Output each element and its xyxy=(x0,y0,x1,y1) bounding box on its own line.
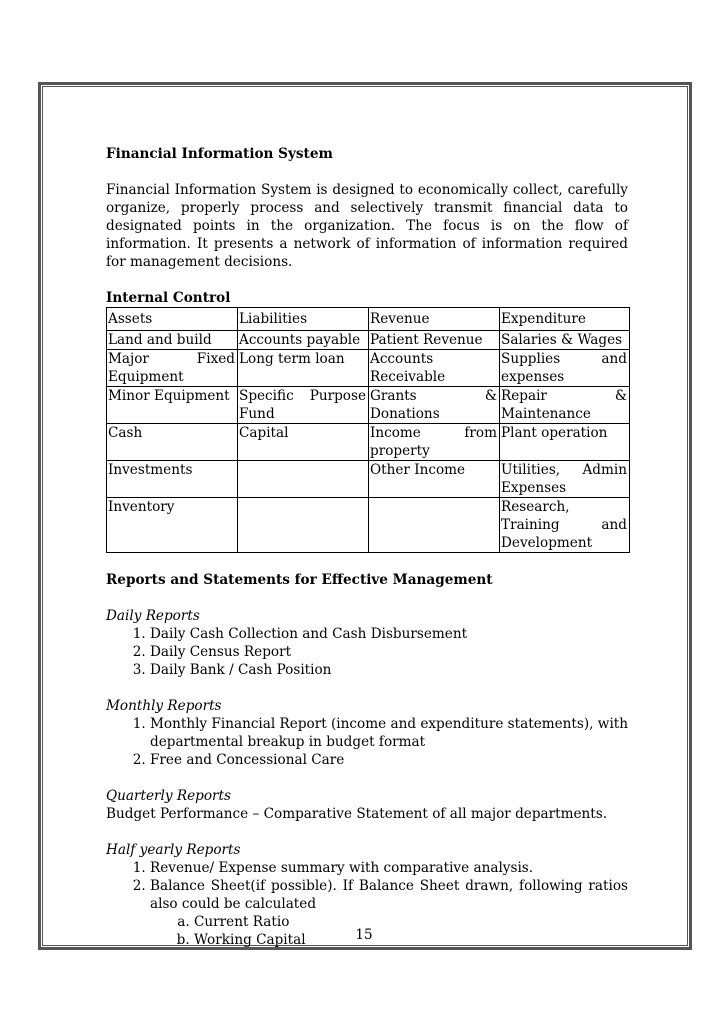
table-row xyxy=(107,424,630,461)
monthly-reports-list xyxy=(106,715,628,769)
table-cell: Capital xyxy=(238,424,369,461)
list-item: 2. Free and Concessional Care xyxy=(150,751,628,769)
table-cell xyxy=(238,461,369,498)
list-item-text: Balance Sheet(if possible). If Balance Sheet drawn, following ratios also could be calculated xyxy=(150,878,628,912)
table-cell: Repair & Maintenance xyxy=(500,387,630,424)
table-row xyxy=(107,498,630,553)
table-cell: Supplies and expenses xyxy=(500,350,630,387)
daily-reports-title: Daily Reports xyxy=(106,608,200,624)
list-item: 3. Daily Bank / Cash Position xyxy=(150,661,628,679)
table-cell: Grants & Donations xyxy=(369,387,500,424)
table-cell: Patient Revenue xyxy=(369,331,500,350)
table-header-cell: Expenditure xyxy=(500,308,630,331)
page-content xyxy=(106,145,628,949)
list-item: 1. Daily Cash Collection and Cash Disbursement xyxy=(150,625,628,643)
table-cell: Income from property xyxy=(369,424,500,461)
table-cell: Minor Equipment xyxy=(107,387,238,424)
table-row xyxy=(107,387,630,424)
daily-reports-list xyxy=(106,625,628,679)
table-cell: Long term loan xyxy=(238,350,369,387)
table-cell: Accounts payable xyxy=(238,331,369,350)
table-row xyxy=(107,331,630,350)
table-cell: Accounts Receivable xyxy=(369,350,500,387)
table-cell: Plant operation xyxy=(500,424,630,461)
table-cell xyxy=(238,498,369,553)
list-item: a. Current Ratio xyxy=(194,913,628,931)
table-cell xyxy=(369,498,500,553)
quarterly-reports-text: Budget Performance – Comparative Statement of all major departments. xyxy=(106,806,608,822)
table-cell: Inventory xyxy=(107,498,238,553)
internal-control-title: Internal Control xyxy=(106,290,231,306)
table-cell: Salaries & Wages xyxy=(500,331,630,350)
monthly-reports-title: Monthly Reports xyxy=(106,698,222,714)
table-header-cell: Revenue xyxy=(369,308,500,331)
table-cell: Investments xyxy=(107,461,238,498)
table-row xyxy=(107,350,630,387)
table-cell: Cash xyxy=(107,424,238,461)
table-cell: Major Fixed Equipment xyxy=(107,350,238,387)
list-item: b. Working Capital xyxy=(194,931,628,949)
monthly-reports xyxy=(106,697,628,769)
half-yearly-reports-title: Half yearly Reports xyxy=(106,842,241,858)
quarterly-reports xyxy=(106,787,628,823)
section-heading: Financial Information System xyxy=(106,146,333,162)
daily-reports xyxy=(106,607,628,679)
table-cell: Other Income xyxy=(369,461,500,498)
internal-control-table xyxy=(106,307,630,553)
list-item: 2. Daily Census Report xyxy=(150,643,628,661)
table-cell: Utilities, Admin Expenses xyxy=(500,461,630,498)
table-header-row xyxy=(107,308,630,331)
table-header-cell: Liabilities xyxy=(238,308,369,331)
quarterly-reports-title: Quarterly Reports xyxy=(106,788,231,804)
reports-heading: Reports and Statements for Effective Management xyxy=(106,572,493,588)
list-item: 1. Revenue/ Expense summary with comparative analysis. xyxy=(150,859,628,877)
table-header-cell: Assets xyxy=(107,308,238,331)
table-row xyxy=(107,461,630,498)
page-number: 15 xyxy=(355,927,373,943)
table-cell: Land and build xyxy=(107,331,238,350)
intro-paragraph: Financial Information System is designed to economically collect, carefully organize, properly process and selectively transmit financial data to designated points in the organization. The focus is on the flow of information. It presents a network of information of information required for management decisions. xyxy=(106,182,628,270)
table-cell: Research, Training and Development xyxy=(500,498,630,553)
table-cell: Specific Purpose Fund xyxy=(238,387,369,424)
list-item: 1. Monthly Financial Report (income and expenditure statements), with departmental breakup in budget format xyxy=(150,715,628,751)
